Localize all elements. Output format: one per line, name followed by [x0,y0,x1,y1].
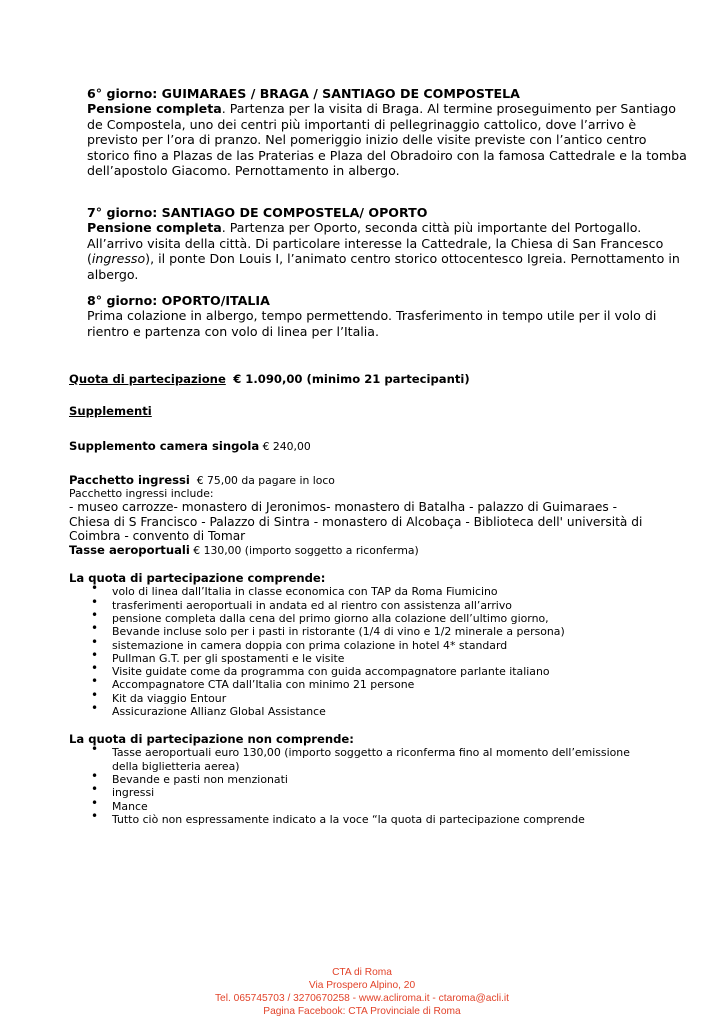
non-comprende-item: • Tutto ciò non espressamente indicato a la voce “la quota di partecipazione comprende [69,813,659,826]
footer-name: CTA di Roma [332,967,392,978]
day-8-section [87,293,687,339]
footer [0,966,724,1018]
ingressi-list-text: - museo carrozze- monastero di Jeronimos- monastero di Batalha - palazzo di Guimaraes - Chiesa di S Francisco - Palazzo di Sintra - monastero di Alcobaça - Biblioteca dell' università di Coimbra - convento di Tomar [69,500,643,544]
comprende-item: • volo di linea dall’Italia in classe economica con TAP da Roma Fiumicino [69,585,689,598]
day-6-title: 6° giorno: GUIMARAES / BRAGA / SANTIAGO DE COMPOSTELA [87,86,520,101]
non-comprende-item: • Mance [69,800,659,813]
ingressi-value: € 75,00 da pagare in loco [196,474,335,487]
non-comprende-item: • Tasse aeroportuali euro 130,00 (importo soggetto a riconferma fino al momento dell’emissione della biglietteria aerea) [69,746,659,773]
day-7-title: 7° giorno: SANTIAGO DE COMPOSTELA/ OPORTO [87,205,428,220]
ingressi-include-label: Pacchetto ingressi include: [69,487,214,500]
comprende-item: • trasferimenti aeroportuali in andata ed al rientro con assistenza all’arrivo [69,599,689,612]
day-8-body: Prima colazione in albergo, tempo permettendo. Trasferimento in tempo utile per il volo di rientro e partenza con volo di linea per l’Italia. [87,308,657,339]
comprende-item: • sistemazione in camera doppia con prima colazione in hotel 4* standard [69,639,689,652]
day-6-section [87,86,687,178]
quota-line [69,373,669,386]
comprende-item: • Bevande incluse solo per i pasti in ristorante (1/4 di vino e 1/2 minerale a persona) [69,625,689,638]
quota-value: € 1.090,00 (minimo 21 partecipanti) [233,372,470,386]
footer-address: Via Prospero Alpino, 20 [308,980,416,991]
tasse-line [69,544,669,557]
day-7-body-italic: ingresso [91,251,146,267]
day-6-body: . Partenza per la visita di Braga. Al termine proseguimento per Santiago de Compostela, uno dei centri più importanti di pellegrinaggio cattolico, dove l’arrivo è previsto per l’ora di pranzo. Nel pomeriggio inizio delle visite previste con l’antico centro storico fino a Plazas de las Praterias e Plaza del Obradoiro con la famosa Cattedrale e la tomba dell’apostolo Giacomo. Pernottamento in albergo. [87,101,687,179]
ingressi-label: Pacchetto ingressi [69,473,190,487]
comprende-item: • Accompagnatore CTA dall’Italia con minimo 21 persone [69,678,689,691]
non-comprende-section [69,733,659,826]
tasse-value: € 130,00 (importo soggetto a riconferma) [193,544,419,557]
non-comprende-item: • Bevande e pasti non menzionati [69,773,659,786]
non-comprende-list [69,746,659,826]
comprende-item: • Kit da viaggio Entour [69,692,689,705]
comprende-item: • Assicurazione Allianz Global Assistance [69,705,689,718]
comprende-item: • pensione completa dalla cena del primo giorno alla colazione dell’ultimo giorno, [69,612,689,625]
comprende-list [69,585,689,718]
comprende-item: • Pullman G.T. per gli spostamenti e le visite [69,652,689,665]
quota-label: Quota di partecipazione [69,372,226,386]
day-7-section [87,205,687,282]
ingressi-include [69,487,669,500]
supplemento-singola [69,440,669,453]
day-7-lead: Pensione completa [87,220,222,236]
day-7-body-a: . Partenza per Oporto, seconda città più importante del Portogallo. All’arrivo visita della città. Di particolare interesse la Cattedrale, la Chiesa di San Francesco ( [87,220,664,267]
supplementi-heading [69,405,669,418]
day-8-title: 8° giorno: OPORTO/ITALIA [87,293,270,308]
comprende-section [69,572,689,718]
supplementi-title: Supplementi [69,404,152,418]
ingressi-line [69,474,669,487]
footer-contacts: Tel. 065745703 / 3270670258 - www.acliroma.it - ctaroma@acli.it [214,993,510,1004]
supplemento-singola-value: € 240,00 [262,440,311,453]
ingressi-list [69,500,659,544]
day-7-body-b: ), il ponte Don Louis I, l’animato centro storico ottocentesco Igreia. Pernottamento in albergo. [87,251,680,282]
footer-facebook: Pagina Facebook: CTA Provinciale di Roma [263,1006,461,1017]
supplemento-singola-label: Supplemento camera singola [69,439,260,453]
non-comprende-heading: La quota di partecipazione non comprende: [69,732,354,746]
comprende-heading: La quota di partecipazione comprende: [69,571,326,585]
non-comprende-item: • ingressi [69,786,659,799]
comprende-item: • Visite guidate come da programma con guida accompagnatore parlante italiano [69,665,689,678]
tasse-label: Tasse aeroportuali [69,543,190,557]
day-6-lead: Pensione completa [87,101,222,117]
